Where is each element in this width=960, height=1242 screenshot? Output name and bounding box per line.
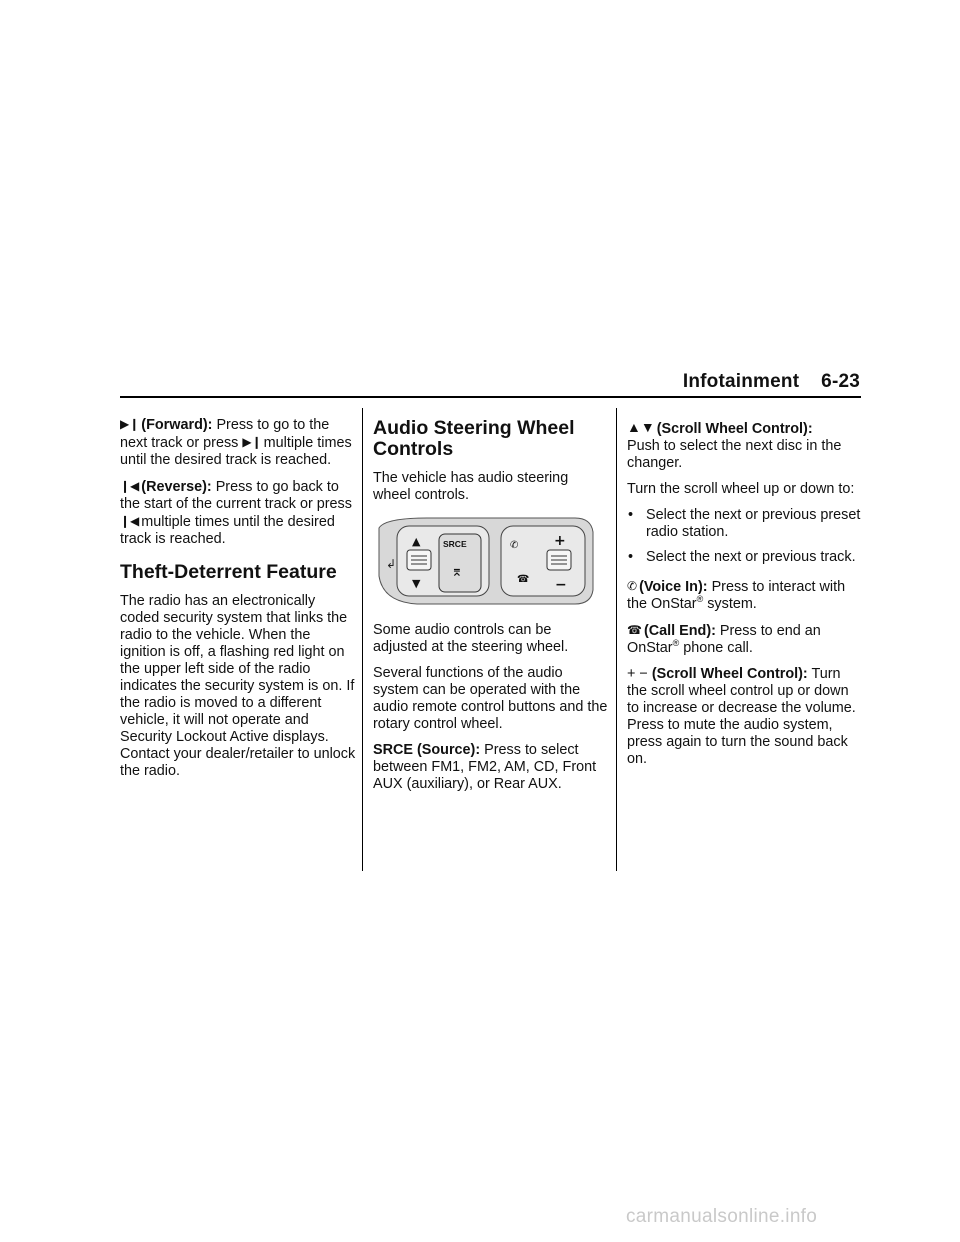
svg-text:✆: ✆ — [510, 540, 519, 551]
svg-text:↲: ↲ — [386, 557, 397, 571]
list-item-text: Select the next or previous track. — [646, 549, 856, 565]
reverse-term: (Reverse): — [141, 479, 212, 495]
srce-paragraph — [373, 742, 609, 793]
list-item — [627, 507, 863, 541]
scroll-text: Push to select the next disc in the changer. — [627, 438, 842, 471]
call-end-paragraph — [627, 622, 863, 657]
reverse-paragraph — [120, 478, 356, 548]
registered-mark: ® — [696, 594, 704, 605]
forward-term: (Forward): — [141, 417, 213, 433]
scroll-paragraph — [627, 419, 863, 472]
srce-text: Press to select between FM1, FM2, AM, CD, Front AUX (auxiliary), or Rear AUX. — [373, 742, 597, 792]
svg-text:⌆: ⌆ — [451, 564, 463, 580]
svg-text:SRCE: SRCE — [443, 539, 467, 549]
next-track-icon: ▶❙ — [120, 417, 140, 431]
watermark: carmanualsonline.info — [626, 1206, 818, 1227]
bullet-icon: • — [628, 549, 634, 565]
forward-paragraph — [120, 416, 356, 469]
theft-heading: Theft-Deterrent Feature — [120, 561, 337, 583]
audio-controls-heading: Audio Steering Wheel Controls — [373, 417, 575, 460]
scroll-up-down-icon: ▲▼ — [627, 419, 655, 435]
column-1 — [120, 416, 356, 789]
call-end-icon: ☎ — [627, 623, 642, 637]
column-3 — [627, 419, 863, 777]
steering-wheel-controls-figure — [377, 516, 597, 606]
previous-track-icon: ❙◀ — [120, 479, 140, 493]
volume-symbols: + − — [627, 666, 648, 682]
svg-text:+: + — [554, 533, 566, 549]
page-number: 6-23 — [821, 371, 860, 392]
reverse-text-a: Press to go back to the start of the current track or press — [120, 479, 352, 512]
call-end-text-a: Press to end an OnStar — [627, 623, 821, 656]
header-rule — [120, 396, 861, 398]
reverse-text-b: multiple times until the desired track is reached. — [120, 514, 335, 547]
section-name: Infotainment — [682, 371, 800, 392]
svg-text:☎: ☎ — [517, 574, 530, 585]
voice-paragraph — [627, 578, 863, 613]
svg-text:▼: ▼ — [412, 577, 421, 590]
forward-text-b: multiple times until the desired track is reached. — [120, 435, 352, 468]
theft-body: The radio has an electronically coded security system that links the radio to the vehicle. When the ignition is off, a flashing red light on the upper left side of the radio indicates the security system is on. If the radio is moved to a different vehicle, it will not operate and Security Lockout Active displays. Contact your dealer/retailer to unlock the radio. — [120, 593, 356, 779]
steering-wheel-controls-illustration — [377, 516, 597, 606]
voice-term: (Voice In): — [639, 579, 708, 595]
forward-text-a: Press to go to the next track or press — [120, 417, 330, 451]
list-item — [627, 549, 863, 566]
audio-intro: The vehicle has audio steering wheel controls. — [373, 470, 569, 503]
bullet-icon: • — [628, 507, 634, 523]
column-divider-1 — [362, 408, 363, 871]
turn-intro: Turn the scroll wheel up or down to: — [627, 481, 855, 497]
list-item-text: Select the next or previous preset radio station. — [646, 507, 861, 540]
volume-text: Turn the scroll wheel control up or down to increase or decrease the volume. Press to mute the audio system, press again to turn the sound back on. — [627, 666, 856, 767]
voice-text-a: Press to interact with the OnStar — [627, 579, 846, 612]
page-header-title — [600, 371, 860, 393]
registered-mark: ® — [672, 638, 680, 649]
volume-term: (Scroll Wheel Control): — [651, 666, 808, 682]
srce-term: SRCE (Source): — [373, 742, 481, 758]
voice-text-b: system. — [707, 596, 757, 612]
column-2 — [373, 418, 609, 802]
call-end-term: (Call End): — [643, 623, 716, 639]
volume-paragraph — [627, 666, 863, 768]
voice-in-icon: ✆ — [627, 579, 638, 593]
svg-text:−: − — [555, 577, 567, 593]
svg-text:▲: ▲ — [412, 535, 421, 548]
column-divider-2 — [616, 408, 617, 871]
call-end-text-b: phone call. — [683, 640, 753, 656]
next-track-icon: ▶❙ — [242, 435, 262, 449]
audio-p2: Several functions of the audio system can be operated with the audio remote control buttons and the rotary control wheel. — [373, 665, 608, 732]
audio-p1: Some audio controls can be adjusted at the steering wheel. — [373, 622, 569, 655]
previous-track-icon: ❙◀ — [120, 514, 140, 528]
scroll-term: (Scroll Wheel Control): — [656, 421, 813, 437]
